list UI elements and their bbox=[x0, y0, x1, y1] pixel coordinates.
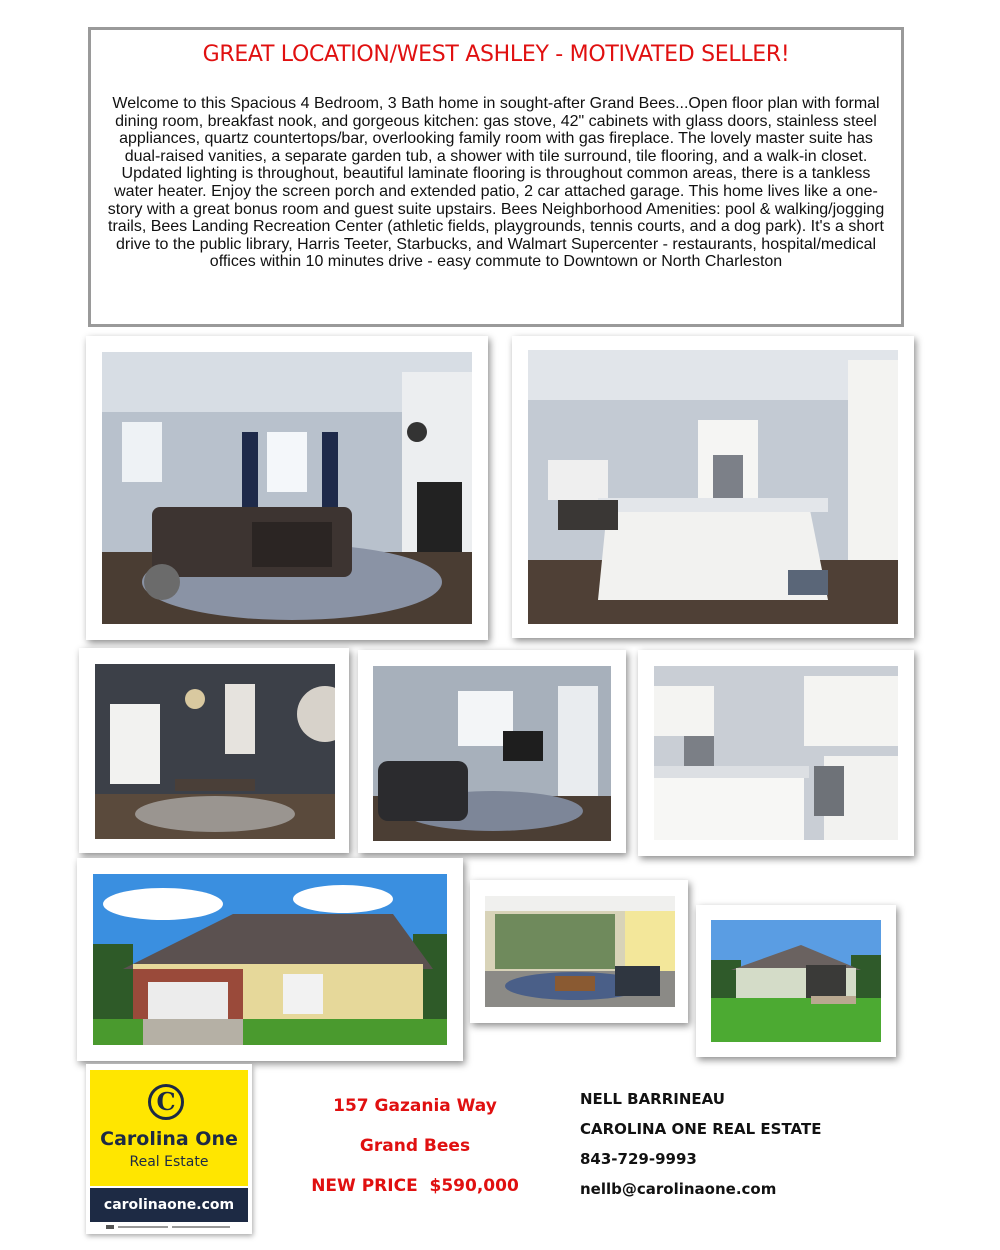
property-neighborhood: Grand Bees bbox=[359, 1136, 471, 1156]
agent-name: NELL BARRINEAU bbox=[580, 1090, 725, 1108]
company-logo bbox=[86, 1064, 252, 1234]
photo-screened-porch[interactable] bbox=[470, 880, 688, 1023]
logo-name: Carolina One bbox=[100, 1128, 238, 1150]
logo-c-mark: C bbox=[148, 1084, 184, 1120]
exterior-front-image bbox=[93, 874, 447, 1045]
agent-contact-block bbox=[580, 1088, 900, 1208]
backyard-image bbox=[711, 920, 881, 1042]
logo-fine-print bbox=[106, 1224, 232, 1230]
property-address-block bbox=[290, 1092, 540, 1212]
photo-dining-room[interactable] bbox=[79, 648, 349, 853]
living-room-image bbox=[102, 352, 472, 624]
logo-subtitle: Real Estate bbox=[129, 1154, 209, 1170]
property-price: NEW PRICE $590,000 bbox=[311, 1176, 519, 1196]
photo-living-room[interactable] bbox=[86, 336, 488, 640]
photo-family-room[interactable] bbox=[358, 650, 626, 853]
logo-website[interactable]: carolinaone.com bbox=[90, 1188, 248, 1222]
family-room-image bbox=[373, 666, 611, 841]
logo-yellow-panel bbox=[90, 1070, 248, 1186]
photo-backyard[interactable] bbox=[696, 905, 896, 1057]
headline-box bbox=[88, 27, 904, 327]
property-address: 157 Gazania Way bbox=[333, 1096, 497, 1116]
kitchen-image bbox=[654, 666, 898, 840]
agent-email[interactable]: nellb@carolinaone.com bbox=[580, 1180, 777, 1198]
agent-company: CAROLINA ONE REAL ESTATE bbox=[580, 1120, 822, 1138]
kitchen-wide-image bbox=[528, 350, 898, 624]
photo-kitchen[interactable] bbox=[638, 650, 914, 856]
headline: GREAT LOCATION/WEST ASHLEY - MOTIVATED SELLER! bbox=[202, 42, 790, 67]
photo-kitchen-wide[interactable] bbox=[512, 336, 914, 638]
photo-exterior-front[interactable] bbox=[77, 858, 463, 1061]
dining-room-image bbox=[95, 664, 335, 839]
screened-porch-image bbox=[485, 896, 675, 1007]
property-description: Welcome to this Spacious 4 Bedroom, 3 Bath home in sought-after Grand Bees...Open floor plan with formal dining room, breakfast nook, and gorgeous kitchen: gas stove, 42" cabinets with glass doors, stainless steel appliances, quartz countertops/bar, overlooking family room with gas fireplace. The lovely master suite has dual-raised vanities, a separate garden tub, a shower with tile surround, tile flooring, and a walk-in closet. Updated lighting is throughout, beautiful laminate flooring is throughout common areas, there is a tankless water heater. Enjoy the screen porch and extended patio, 2 car attached garage. This home lives like a one-story with a great bonus room and guest suite upstairs. Bees Neighborhood Amenities: pool & walking/jogging trails, Bees Landing Recreation Center (athletic fields, playgrounds, tennis courts, and a dog park). It's a short drive to the public library, Harris Teeter, Starbucks, and Walmart Supercenter - restaurants, hospital/medical offices within 10 minutes drive - easy commute to Downtown or North Charleston bbox=[107, 95, 885, 271]
agent-phone[interactable]: 843-729-9993 bbox=[580, 1150, 697, 1168]
